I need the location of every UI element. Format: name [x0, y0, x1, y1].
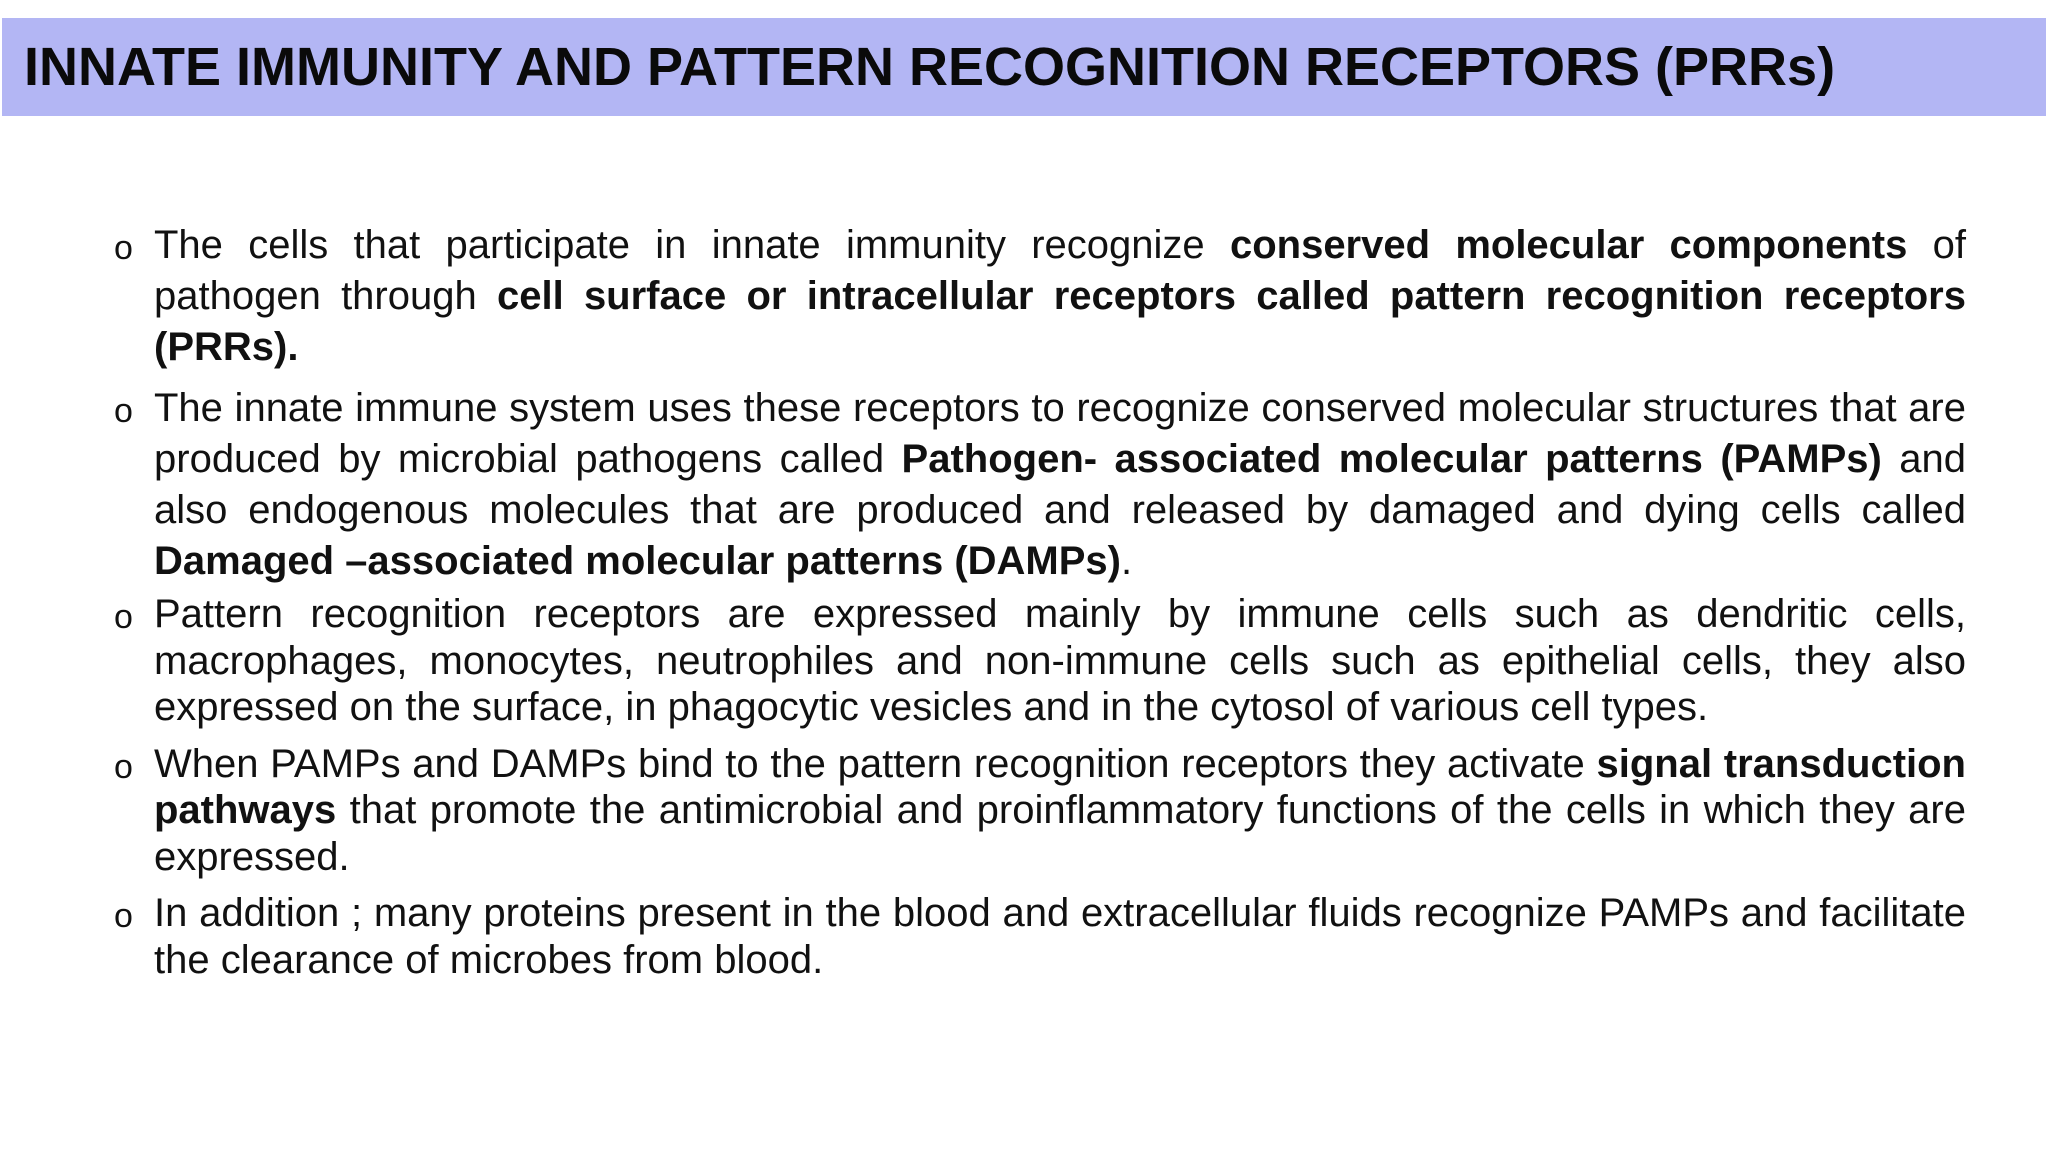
title-bar — [2, 18, 2046, 116]
bullet-list — [114, 220, 1966, 983]
bullet-4-text-2: signal transduction pathways — [154, 741, 1966, 832]
bullet-5-text-1: In addition ; many proteins present in the blood and extracellular fluids recognize PAMPs and facilitate the clearance of microbes from blood. — [154, 891, 1966, 982]
slide-title: INNATE IMMUNITY AND PATTERN RECOGNITION RECEPTORS (PRRs) — [24, 37, 1836, 97]
bullet-marker-icon: o — [114, 392, 133, 430]
bullet-4-text-3: that promote the antimicrobial and proinflammatory functions of the cells in which they are expressed. — [154, 788, 1966, 879]
bullet-2-text-5: . — [1120, 539, 1133, 583]
bullet-2-text-3: and also endogenous molecules that are produced and released by damaged and dying cells called — [154, 437, 1966, 532]
bullet-2-text-4: Damaged –associated molecular patterns (DAMPs) — [154, 539, 1121, 583]
bullet-marker-icon: o — [114, 229, 133, 267]
bullet-2-text-2: Pathogen- associated molecular patterns (PAMPs) — [901, 437, 1882, 481]
bullet-item-5 — [114, 890, 1966, 983]
bullet-2-text-1: The innate immune system uses these receptors to recognize conserved molecular structures that are produced by microbial pathogens called — [154, 386, 1966, 481]
bullet-4-text-1: When PAMPs and DAMPs bind to the pattern recognition receptors they activate — [154, 741, 1597, 786]
bullet-marker-icon: o — [114, 747, 133, 786]
bullet-1-text-4: cell surface or intracellular receptors called pattern recognition receptors (PRRs). — [154, 274, 1966, 369]
bullet-item-3 — [114, 591, 1966, 731]
bullet-1-text-2: conserved molecular components — [1229, 223, 1908, 267]
bullet-marker-icon: o — [114, 897, 133, 935]
bullet-1-text-3: of pathogen through — [154, 223, 1966, 318]
bullet-3-text-1: Pattern recognition receptors are expressed mainly by immune cells such as dendritic cells, macrophages, monocytes, neutrophiles and non-immune cells such as epithelial cells, they also expressed on the surface, in phagocytic vesicles and in the cytosol of various cell types. — [154, 592, 1966, 729]
bullet-item-2 — [114, 383, 1966, 587]
bullet-item-1 — [114, 220, 1966, 373]
bullet-marker-icon: o — [114, 598, 133, 636]
bullet-1-text-1: The cells that participate in innate immunity recognize — [154, 223, 1230, 267]
bullet-item-4 — [114, 741, 1966, 881]
